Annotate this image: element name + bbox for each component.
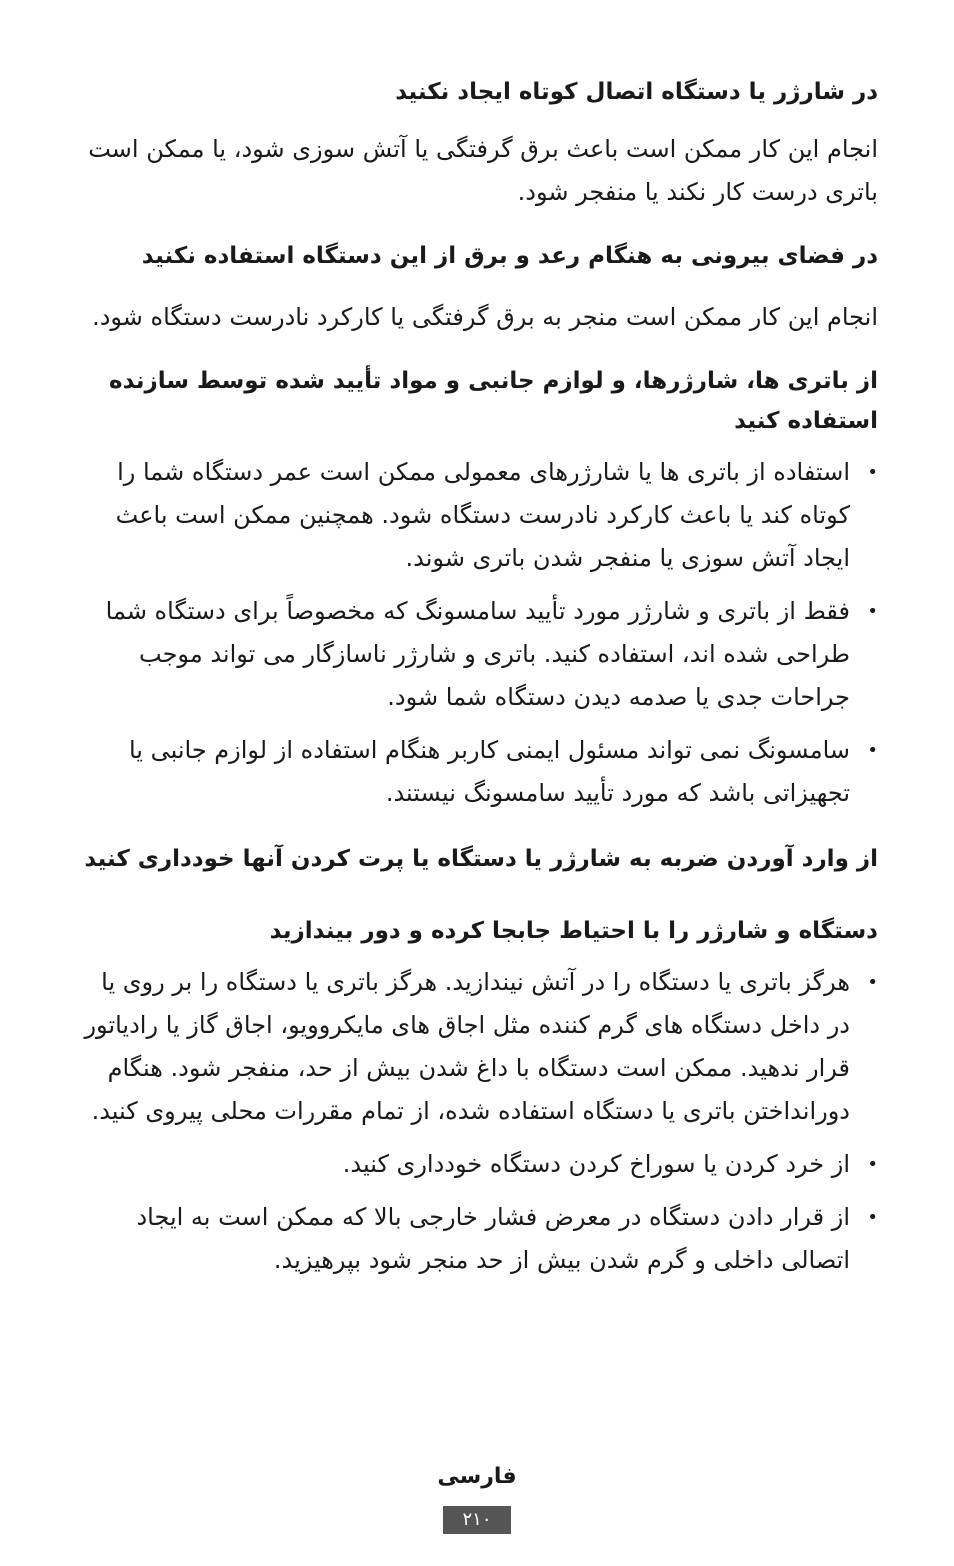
section-heading: از باتری ها، شارژرها، و لوازم جانبی و مواد تأیید شده توسط سازنده استفاده کنید [109,368,878,434]
list-item [74,729,878,815]
list-item-text: از خرد کردن یا سوراخ کردن دستگاه خودداری کنید. [342,1150,850,1178]
list-item-text: فقط از باتری و شارژر مورد تأیید سامسونگ که مخصوصاً برای دستگاه شما طراحی شده اند، استفاده کنید. باتری و شارژر ناسازگار می تواند موجب جراحات جدی یا صدمه دیدن دستگاه شما شود. [105,597,850,711]
list-item [74,961,878,1133]
bullet-icon: • [867,740,878,761]
list-item [74,451,878,580]
list-item [74,590,878,719]
bullet-icon: • [867,601,878,622]
bullet-list [74,451,878,815]
section-heading: در فضای بیرونی به هنگام رعد و برق از این دستگاه استفاده نکنید [141,243,878,269]
list-item-text: از قرار دادن دستگاه در معرض فشار خارجی بالا که ممکن است به ایجاد اتصالی داخلی و گرم شدن بیش از حد منجر شود بپرهیزید. [136,1203,850,1274]
section-heading: از وارد آوردن ضربه به شارژر یا دستگاه یا پرت کردن آنها خودداری کنید [84,846,878,872]
bullet-icon: • [867,1207,878,1228]
list-item-text: استفاده از باتری ها یا شارژرهای معمولی ممکن است عمر دستگاه شما را کوتاه کند یا باعث کارکرد نادرست دستگاه شود. همچنین ممکن است باعث ایجاد آتش سوزی یا منفجر شدن باتری شوند. [115,458,850,572]
section-body: انجام این کار ممکن است باعث برق گرفتگی یا آتش سوزی شود، یا ممکن است باتری درست کار نکند یا منفجر شود. [88,135,878,206]
bullet-icon: • [867,972,878,993]
list-item [74,1143,878,1186]
section-heading: در شارژر یا دستگاه اتصال کوتاه ایجاد نکنید [395,79,878,105]
page-content [74,64,878,1282]
page-number-badge: ۲۱۰ [443,1506,511,1534]
footer-language-label: فارسی [437,1464,517,1489]
bullet-icon: • [867,462,878,483]
bullet-icon: • [867,1154,878,1175]
section-heading: دستگاه و شارژر را با احتیاط جابجا کرده و دور بیندازید [269,918,878,944]
section-body: انجام این کار ممکن است منجر به برق گرفتگی یا کارکرد نادرست دستگاه شود. [92,303,878,331]
list-item-text: سامسونگ نمی تواند مسئول ایمنی کاربر هنگام استفاده از لوازم جانبی یا تجهیزاتی باشد که مورد تأیید سامسونگ نیستند. [128,736,850,807]
bullet-list [74,961,878,1282]
list-item [74,1196,878,1282]
list-item-text: هرگز باتری یا دستگاه را در آتش نیندازید. هرگز باتری یا دستگاه را بر روی یا در داخل دستگاه های گرم کننده مثل اجاق های مایکروویو، اجاق گاز یا رادیاتور قرار ندهید. ممکن است دستگاه با داغ شدن بیش از حد، منفجر شود. هنگام دورانداختن باتری یا دستگاه استفاده شده، از تمام مقررات محلی پیروی کنید. [84,968,850,1125]
